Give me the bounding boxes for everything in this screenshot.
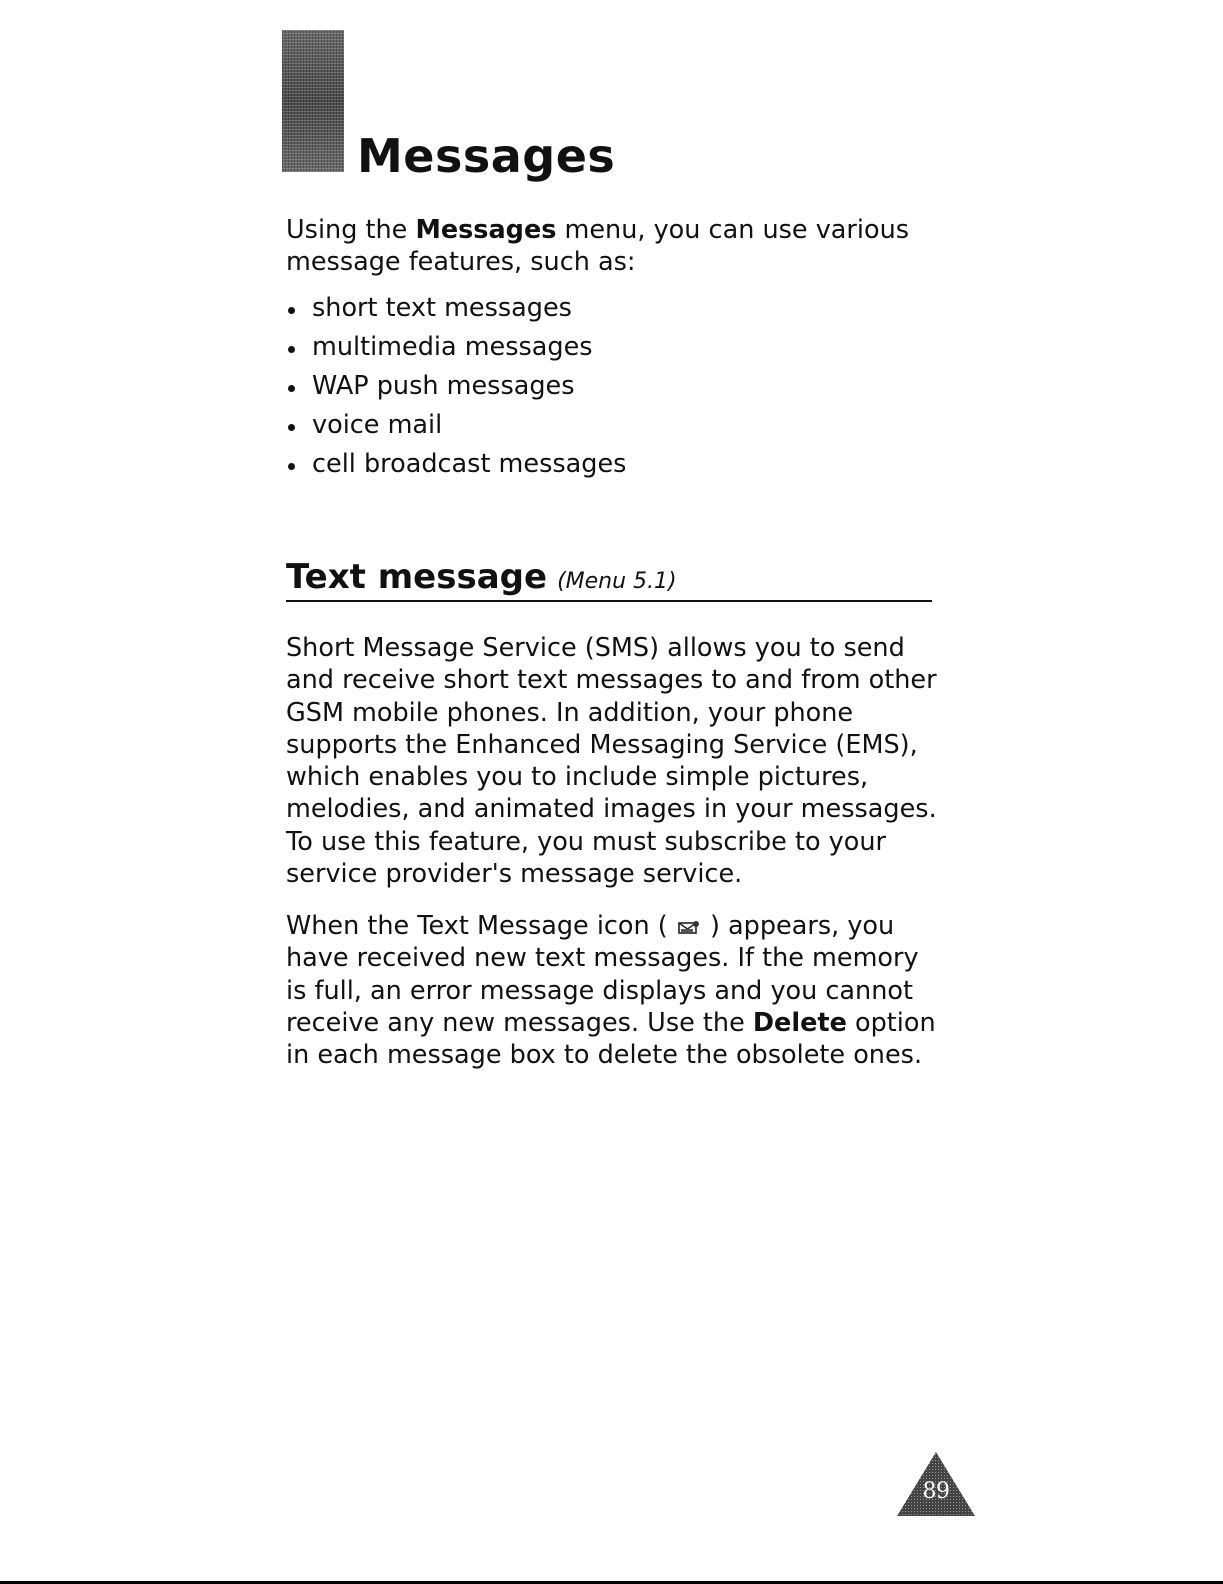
icon-paragraph — [286, 910, 946, 1071]
intro-text-after: menu, you can use various message features, such as: — [286, 215, 910, 278]
list-item: cell broadcast messages — [286, 448, 626, 487]
section-menu-ref: (Menu 5.1) — [557, 569, 677, 594]
feature-list — [286, 292, 626, 487]
chapter-tab-block — [282, 30, 344, 172]
section-heading — [286, 555, 677, 604]
section-title: Text message — [286, 557, 548, 597]
text-message-icon — [678, 920, 700, 935]
list-item: WAP push messages — [286, 370, 626, 409]
intro-bold-menu: Messages — [415, 215, 557, 245]
intro-text-before: Using the — [286, 215, 416, 245]
list-item: multimedia messages — [286, 331, 626, 370]
icon-paragraph-part2: ) appears, you have received new text messages. If the memory is full, an error message displays and you cannot receive any new messages. Use the — [286, 911, 919, 1038]
page-number: 89 — [922, 1479, 950, 1504]
list-item: voice mail — [286, 409, 626, 448]
section-divider — [286, 600, 932, 602]
sms-paragraph: Short Message Service (SMS) allows you to send and receive short text messages to and from other GSM mobile phones. In addition, your phone supports the Enhanced Messaging Service (EMS), which enables you to include simple pictures, melodies, and animated images in your messages. To use this feature, you must subscribe to your service provider's message service. — [286, 633, 937, 890]
icon-paragraph-part1: When the Text Message icon ( — [286, 911, 668, 941]
icon-paragraph-part3: option in each message box to delete the obsolete ones. — [286, 1007, 936, 1071]
chapter-title: Messages — [357, 129, 616, 183]
intro-paragraph — [286, 214, 946, 279]
list-item: short text messages — [286, 292, 626, 331]
delete-option-label: Delete — [752, 1007, 847, 1038]
